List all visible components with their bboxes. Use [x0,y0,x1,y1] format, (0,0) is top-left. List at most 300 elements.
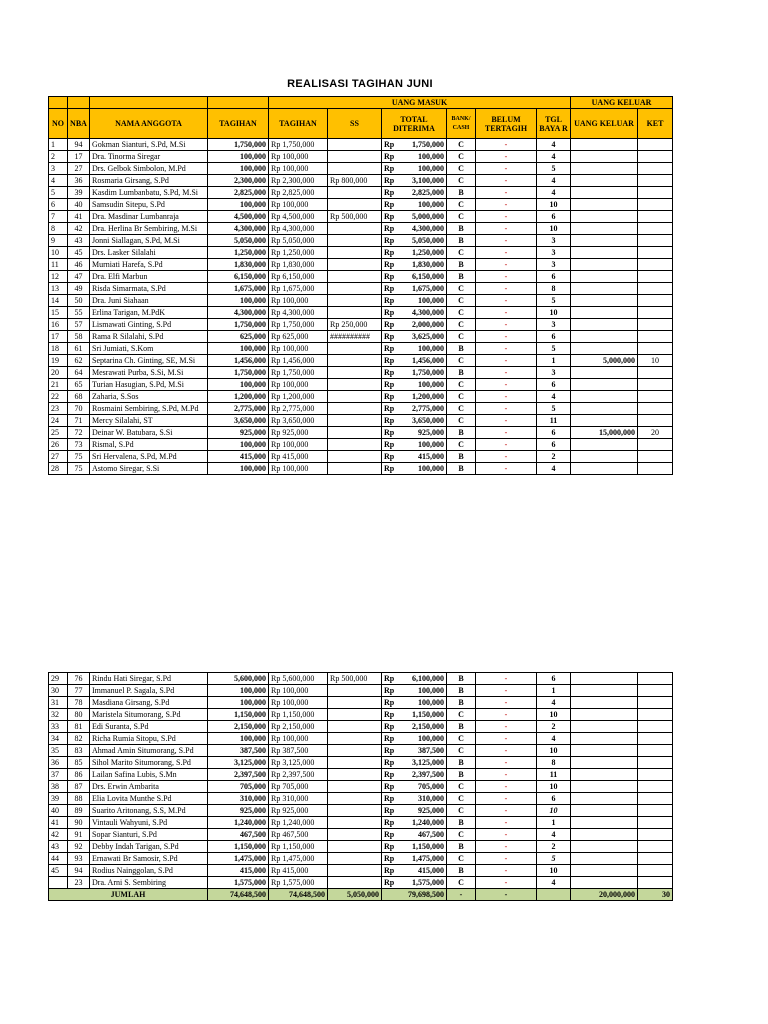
cell-tagihan: 310,000 [208,793,269,805]
cell-belum-tertagih: - [476,817,537,829]
cell-tagihan: 3,650,000 [208,415,269,427]
cell-total-diterima: Rp 100,000 [382,295,447,307]
cell-total-diterima: Rp 5,000,000 [382,211,447,223]
cell-uang-keluar [571,271,638,283]
cell-nba: 61 [68,343,90,355]
cell-belum-tertagih: - [476,379,537,391]
table-row [49,343,673,355]
cell-no: 1 [49,139,68,151]
cell-nama: Mesrawati Purba, S.Si, M.Si [90,367,208,379]
cell-tgl-bayar: 8 [537,283,571,295]
cell-ket [638,685,673,697]
cell-tgl-bayar: 4 [537,733,571,745]
cell-ss: Rp 800,000 [328,175,382,187]
cell-tgl-bayar: 2 [537,841,571,853]
cell-uang-keluar [571,295,638,307]
cell-bank-cash: B [447,259,476,271]
cell-belum-tertagih: - [476,697,537,709]
cell-tagihan-rp: Rp 3,125,000 [269,757,328,769]
cell-total-diterima: Rp 6,100,000 [382,673,447,685]
cell-nba: 81 [68,721,90,733]
total-tagihan: 74,648,500 [208,889,269,901]
cell-total-diterima: Rp 4,300,000 [382,307,447,319]
cell-tgl-bayar: 6 [537,331,571,343]
cell-ss [328,745,382,757]
cell-bank-cash: C [447,733,476,745]
cell-ket [638,805,673,817]
cell-ket: 10 [638,355,673,367]
cell-bank-cash: B [447,235,476,247]
cell-total-diterima: Rp 6,150,000 [382,271,447,283]
cell-total-diterima: Rp 3,650,000 [382,415,447,427]
cell-tagihan: 100,000 [208,379,269,391]
cell-uang-keluar [571,793,638,805]
cell-total-diterima: Rp 705,000 [382,781,447,793]
cell-tagihan: 1,750,000 [208,139,269,151]
cell-nba: 45 [68,247,90,259]
cell-tagihan-rp: Rp 1,150,000 [269,841,328,853]
cell-bank-cash: C [447,781,476,793]
cell-total-diterima: Rp 2,000,000 [382,319,447,331]
cell-uang-keluar [571,463,638,475]
total-ket: 30 [638,889,673,901]
cell-no: 4 [49,175,68,187]
cell-nba: 82 [68,733,90,745]
cell-tgl-bayar: 3 [537,367,571,379]
cell-bank-cash: C [447,175,476,187]
cell-tagihan-rp: Rp 705,000 [269,781,328,793]
cell-no: 18 [49,343,68,355]
cell-total-diterima: Rp 100,000 [382,379,447,391]
cell-nba: 46 [68,259,90,271]
cell-tagihan: 1,750,000 [208,319,269,331]
cell-tgl-bayar: 5 [537,163,571,175]
cell-ket [638,199,673,211]
cell-no: 40 [49,805,68,817]
cell-total-diterima: Rp 415,000 [382,451,447,463]
cell-tagihan: 100,000 [208,733,269,745]
cell-ket [638,379,673,391]
cell-tagihan-rp: Rp 415,000 [269,865,328,877]
cell-tagihan-rp: Rp 100,000 [269,379,328,391]
cell-ket [638,877,673,889]
cell-tagihan-rp: Rp 310,000 [269,793,328,805]
total-diterima: 79,698,500 [382,889,447,901]
cell-tagihan: 100,000 [208,151,269,163]
cell-belum-tertagih: - [476,793,537,805]
cell-bank-cash: C [447,439,476,451]
table-row [49,259,673,271]
cell-ss [328,283,382,295]
cell-total-diterima: Rp 1,750,000 [382,367,447,379]
cell-nama: Rosmaini Sembiring, S.Pd, M.Pd [90,403,208,415]
cell-uang-keluar [571,745,638,757]
cell-nba: 58 [68,331,90,343]
cell-tagihan: 2,150,000 [208,721,269,733]
cell-tagihan: 1,830,000 [208,259,269,271]
cell-tagihan-rp: Rp 5,600,000 [269,673,328,685]
cell-no: 14 [49,295,68,307]
cell-ket [638,151,673,163]
cell-ket [638,259,673,271]
cell-ss [328,793,382,805]
cell-bank-cash: B [447,187,476,199]
cell-belum-tertagih: - [476,841,537,853]
cell-ss [328,151,382,163]
cell-belum-tertagih: - [476,757,537,769]
cell-tagihan-rp: Rp 1,456,000 [269,355,328,367]
cell-tagihan-rp: Rp 100,000 [269,463,328,475]
cell-ket [638,721,673,733]
cell-total-diterima: Rp 1,240,000 [382,817,447,829]
cell-tagihan-rp: Rp 387,500 [269,745,328,757]
cell-nama: Sri Jumiati, S.Kom [90,343,208,355]
cell-tgl-bayar: 3 [537,247,571,259]
cell-ket [638,319,673,331]
cell-tagihan-rp: Rp 467,500 [269,829,328,841]
cell-nama: Dra. Elfi Marbun [90,271,208,283]
cell-uang-keluar [571,175,638,187]
cell-nba: 68 [68,391,90,403]
cell-nba: 17 [68,151,90,163]
cell-total-diterima: Rp 100,000 [382,685,447,697]
cell-tagihan: 1,750,000 [208,367,269,379]
cell-belum-tertagih: - [476,271,537,283]
cell-tagihan: 625,000 [208,331,269,343]
tagihan-table-continued [48,672,673,901]
header-uang-keluar: UANG KELUAR [571,109,638,139]
cell-total-diterima: Rp 2,397,500 [382,769,447,781]
table-row [49,733,673,745]
cell-ket [638,463,673,475]
cell-nama: Deinar W. Batubara, S.Si [90,427,208,439]
cell-tagihan-rp: Rp 2,397,500 [269,769,328,781]
cell-tagihan-rp: Rp 100,000 [269,733,328,745]
cell-nama: Risda Simarmata, S.Pd [90,283,208,295]
table-row [49,403,673,415]
total-ss: 5,050,000 [328,889,382,901]
cell-nama: Richa Rumia Sitopu, S.Pd [90,733,208,745]
cell-ss: Rp 250,000 [328,319,382,331]
cell-ket [638,829,673,841]
cell-ss [328,877,382,889]
cell-nama: Rindu Hati Siregar, S.Pd [90,673,208,685]
cell-total-diterima: Rp 100,000 [382,151,447,163]
cell-belum-tertagih: - [476,415,537,427]
cell-belum-tertagih: - [476,139,537,151]
cell-no: 35 [49,745,68,757]
cell-tagihan-rp: Rp 100,000 [269,151,328,163]
cell-nama: Ahmad Amin Situmorang, S.Pd [90,745,208,757]
table-row [49,283,673,295]
cell-total-diterima: Rp 1,200,000 [382,391,447,403]
cell-no: 41 [49,817,68,829]
cell-total-diterima: Rp 100,000 [382,163,447,175]
cell-tgl-bayar: 4 [537,139,571,151]
header-blank [68,97,90,109]
cell-tagihan: 100,000 [208,295,269,307]
cell-tagihan-rp: Rp 100,000 [269,295,328,307]
cell-tagihan-rp: Rp 1,830,000 [269,259,328,271]
cell-no: 12 [49,271,68,283]
cell-bank-cash: C [447,283,476,295]
cell-tgl-bayar: 3 [537,235,571,247]
header-blank [49,97,68,109]
cell-tgl-bayar: 8 [537,757,571,769]
table-row [49,223,673,235]
cell-total-diterima: Rp 467,500 [382,829,447,841]
table-row [49,781,673,793]
cell-no: 22 [49,391,68,403]
cell-belum-tertagih: - [476,439,537,451]
table-row [49,853,673,865]
cell-ss [328,439,382,451]
cell-tagihan-rp: Rp 100,000 [269,163,328,175]
cell-nba: 73 [68,439,90,451]
header-tagihan-rp: TAGIHAN [269,109,328,139]
cell-uang-keluar [571,733,638,745]
cell-uang-keluar [571,403,638,415]
table-row [49,235,673,247]
cell-belum-tertagih: - [476,463,537,475]
cell-ss [328,403,382,415]
table-row [49,877,673,889]
cell-belum-tertagih: - [476,175,537,187]
table-row [49,709,673,721]
cell-tgl-bayar: 10 [537,805,571,817]
cell-uang-keluar [571,391,638,403]
cell-tgl-bayar: 4 [537,697,571,709]
header-tgl-bayar: TGL BAYA R [537,109,571,139]
cell-tagihan-rp: Rp 1,675,000 [269,283,328,295]
cell-bank-cash: C [447,151,476,163]
cell-tagihan-rp: Rp 100,000 [269,439,328,451]
cell-ket [638,175,673,187]
cell-uang-keluar [571,331,638,343]
cell-bank-cash: C [447,211,476,223]
cell-tagihan: 1,240,000 [208,817,269,829]
tagihan-table [48,96,673,475]
page-title: REALISASI TAGIHAN JUNI [287,78,433,90]
cell-no: 37 [49,769,68,781]
cell-bank-cash: C [447,709,476,721]
cell-tgl-bayar: 5 [537,853,571,865]
cell-bank-cash: B [447,427,476,439]
cell-tgl-bayar: 3 [537,319,571,331]
cell-belum-tertagih: - [476,211,537,223]
cell-tagihan-rp: Rp 6,150,000 [269,271,328,283]
cell-tagihan: 2,825,000 [208,187,269,199]
cell-bank-cash: C [447,793,476,805]
header-uang-keluar-group: UANG KELUAR [571,97,673,109]
cell-bank-cash: C [447,307,476,319]
cell-tagihan-rp: Rp 2,825,000 [269,187,328,199]
cell-tagihan: 1,150,000 [208,841,269,853]
cell-tagihan: 2,775,000 [208,403,269,415]
cell-tagihan-rp: Rp 5,050,000 [269,235,328,247]
table-row [49,415,673,427]
cell-ket [638,439,673,451]
cell-tgl-bayar: 6 [537,673,571,685]
cell-no: 13 [49,283,68,295]
table-row [49,319,673,331]
cell-tgl-bayar: 3 [537,259,571,271]
cell-uang-keluar [571,223,638,235]
cell-no: 11 [49,259,68,271]
table-row [49,175,673,187]
cell-nba: 86 [68,769,90,781]
cell-bank-cash: C [447,355,476,367]
cell-total-diterima: Rp 100,000 [382,697,447,709]
cell-tagihan: 2,397,500 [208,769,269,781]
cell-belum-tertagih: - [476,307,537,319]
cell-ket [638,139,673,151]
cell-uang-keluar [571,841,638,853]
cell-uang-keluar [571,235,638,247]
cell-ket [638,163,673,175]
cell-ss [328,139,382,151]
table-row [49,187,673,199]
table-row [49,367,673,379]
header-nama: NAMA ANGGOTA [90,109,208,139]
cell-ss [328,817,382,829]
cell-tagihan: 100,000 [208,685,269,697]
cell-bank-cash: B [447,769,476,781]
cell-ket [638,451,673,463]
cell-ss [328,721,382,733]
table-row [49,295,673,307]
cell-ss [328,853,382,865]
cell-ss [328,379,382,391]
cell-ket [638,247,673,259]
cell-uang-keluar [571,805,638,817]
cell-no: 29 [49,673,68,685]
cell-nba: 42 [68,223,90,235]
cell-belum-tertagih: - [476,709,537,721]
cell-bank-cash: C [447,295,476,307]
cell-total-diterima: Rp 3,100,000 [382,175,447,187]
header-ket: KET [638,109,673,139]
cell-nba: 75 [68,463,90,475]
cell-uang-keluar [571,307,638,319]
cell-no: 19 [49,355,68,367]
cell-nama: Edi Suranta, S.Pd [90,721,208,733]
cell-tgl-bayar: 6 [537,211,571,223]
cell-no: 32 [49,709,68,721]
table-row [49,331,673,343]
cell-tagihan-rp: Rp 1,150,000 [269,709,328,721]
cell-ss [328,451,382,463]
cell-tagihan-rp: Rp 100,000 [269,685,328,697]
cell-ss [328,187,382,199]
cell-bank-cash: C [447,745,476,757]
header-tagihan: TAGIHAN [208,109,269,139]
cell-no: 3 [49,163,68,175]
cell-tagihan: 1,250,000 [208,247,269,259]
cell-tagihan: 925,000 [208,427,269,439]
cell-belum-tertagih: - [476,355,537,367]
cell-ket [638,673,673,685]
cell-nba: 47 [68,271,90,283]
cell-no: 20 [49,367,68,379]
cell-tagihan: 2,300,000 [208,175,269,187]
total-tgl [537,889,571,901]
header-uang-masuk: UANG MASUK [269,97,571,109]
cell-tagihan: 100,000 [208,163,269,175]
table-body [49,139,673,475]
cell-tagihan-rp: Rp 2,150,000 [269,721,328,733]
cell-belum-tertagih: - [476,235,537,247]
cell-tgl-bayar: 1 [537,817,571,829]
cell-uang-keluar [571,829,638,841]
cell-nba: 76 [68,673,90,685]
cell-nama: Murniati Harefa, S.Pd [90,259,208,271]
cell-ss [328,355,382,367]
cell-ss [328,709,382,721]
cell-no: 31 [49,697,68,709]
cell-bank-cash: C [447,331,476,343]
cell-uang-keluar: 5,000,000 [571,355,638,367]
cell-no: 21 [49,379,68,391]
cell-ss [328,865,382,877]
cell-nama: Drs. Gelbok Simbolon, M.Pd [90,163,208,175]
table-row [49,439,673,451]
cell-ss [328,295,382,307]
header-blank [208,97,269,109]
cell-no: 43 [49,841,68,853]
cell-tagihan: 5,600,000 [208,673,269,685]
cell-no: 7 [49,211,68,223]
cell-nba: 71 [68,415,90,427]
table-row [49,769,673,781]
cell-uang-keluar [571,199,638,211]
cell-nba: 77 [68,685,90,697]
cell-belum-tertagih: - [476,283,537,295]
cell-tagihan: 100,000 [208,199,269,211]
cell-tgl-bayar: 2 [537,721,571,733]
cell-tagihan: 925,000 [208,805,269,817]
cell-tagihan-rp: Rp 100,000 [269,697,328,709]
cell-nba: 27 [68,163,90,175]
cell-tgl-bayar: 6 [537,271,571,283]
cell-uang-keluar [571,415,638,427]
cell-total-diterima: Rp 4,300,000 [382,223,447,235]
cell-total-diterima: Rp 100,000 [382,733,447,745]
header-ss: SS [328,109,382,139]
table-row [49,685,673,697]
cell-total-diterima: Rp 1,750,000 [382,139,447,151]
cell-total-diterima: Rp 415,000 [382,865,447,877]
table-row [49,757,673,769]
cell-no: 36 [49,757,68,769]
header-bank-cash: BANK/ CASH [447,109,476,139]
cell-nba: 49 [68,283,90,295]
cell-tagihan: 100,000 [208,463,269,475]
cell-belum-tertagih: - [476,745,537,757]
cell-bank-cash: B [447,721,476,733]
cell-belum-tertagih: - [476,151,537,163]
cell-no: 34 [49,733,68,745]
cell-uang-keluar [571,259,638,271]
table-row [49,829,673,841]
cell-bank-cash: B [447,463,476,475]
cell-tagihan: 4,300,000 [208,223,269,235]
cell-nba: 92 [68,841,90,853]
cell-tgl-bayar: 4 [537,829,571,841]
cell-nama: Zaharia, S.Sos [90,391,208,403]
cell-uang-keluar [571,451,638,463]
cell-tgl-bayar: 6 [537,427,571,439]
